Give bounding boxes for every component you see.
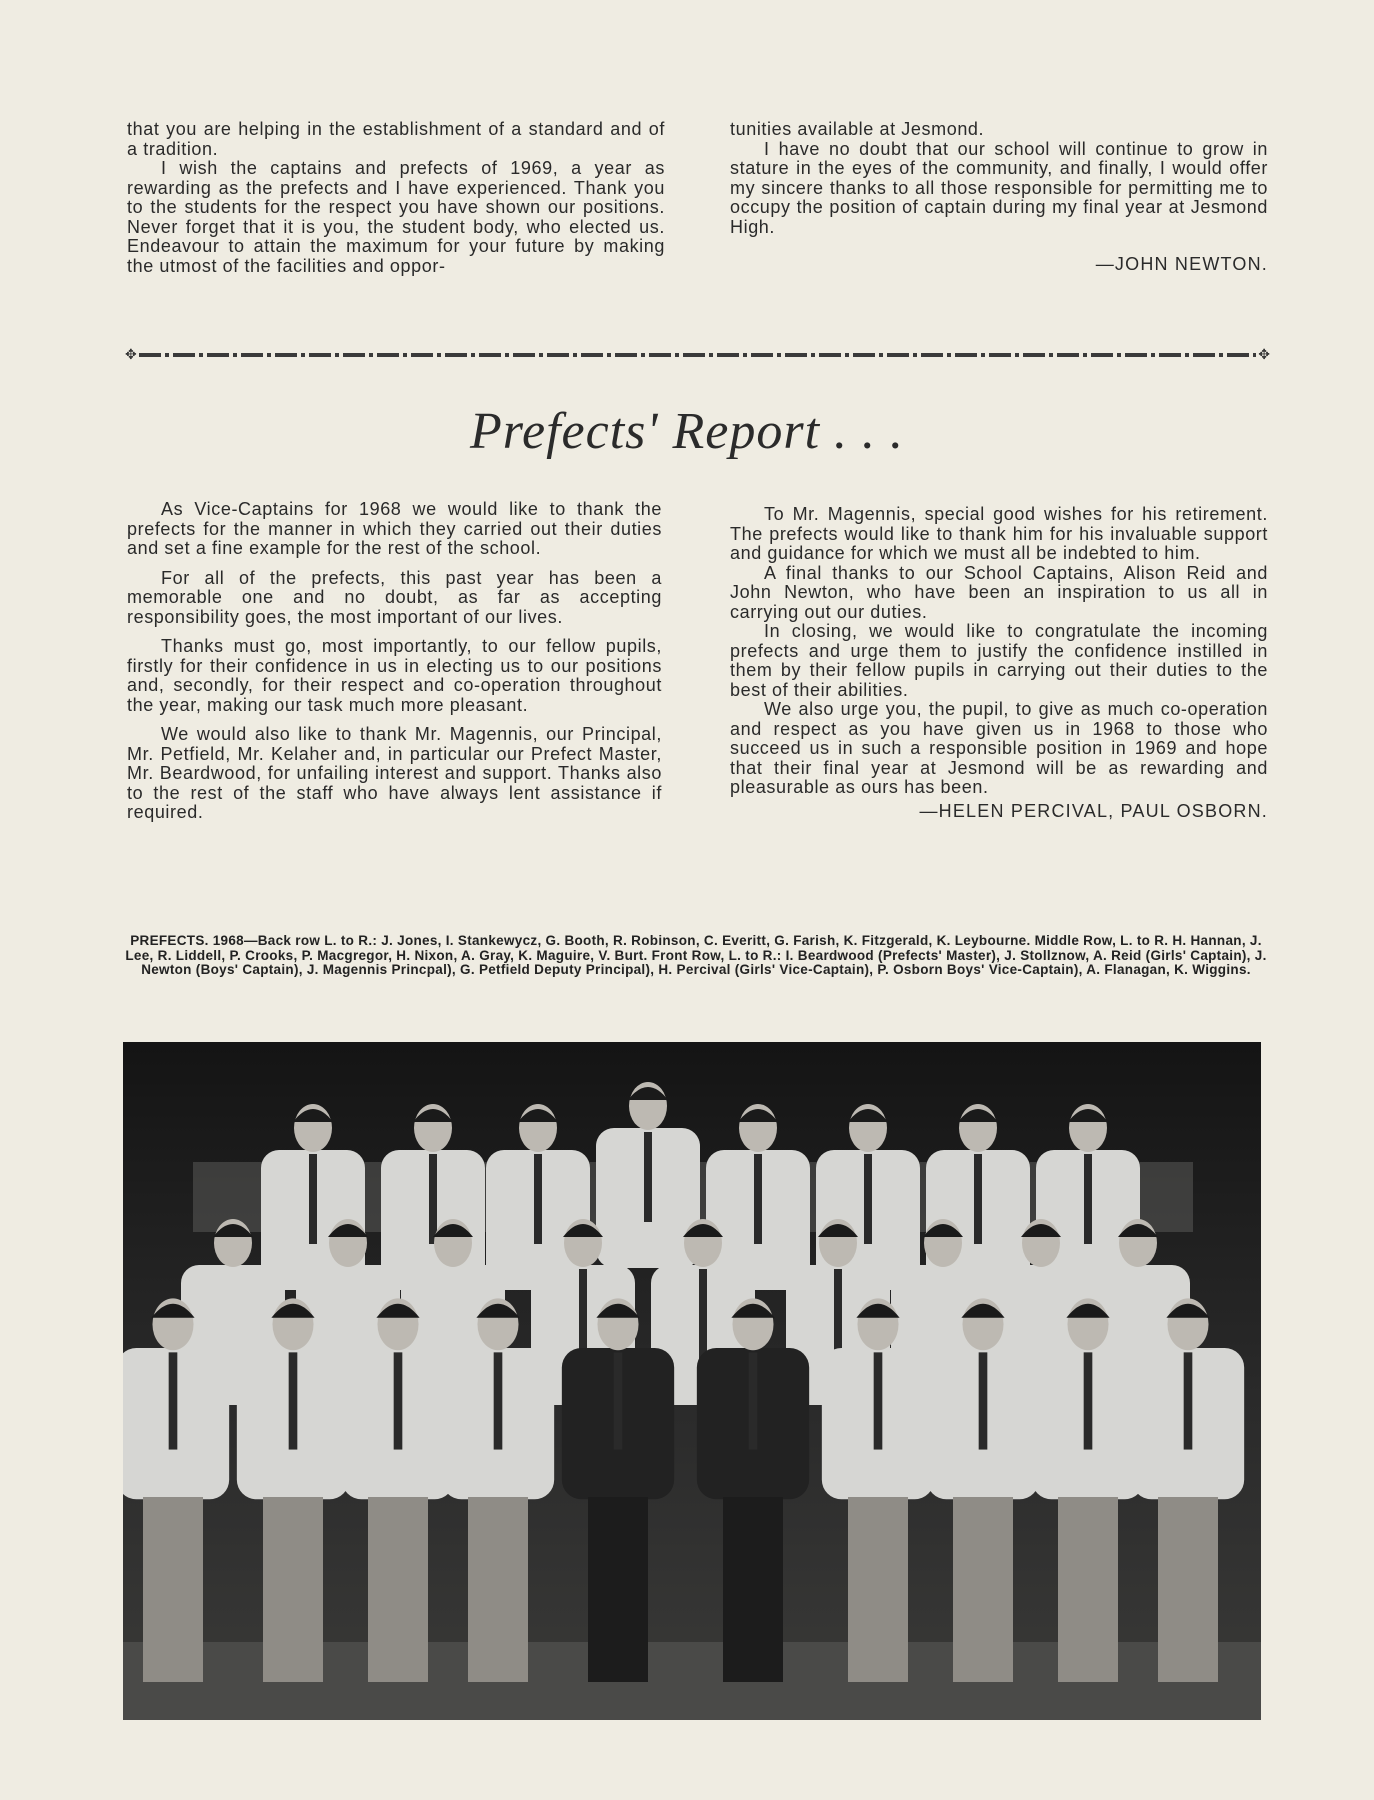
report-paragraph: In closing, we would like to congratulate the incoming prefects and urge them to justify the confidence instilled in them by their fellow pupils in carrying out their duties to the best of their abilities.: [730, 621, 1268, 700]
report-paragraph: A final thanks to our School Captains, Alison Reid and John Newton, who have been an inspiration to us all in carrying out our duties.: [730, 562, 1268, 622]
letter-paragraph: I wish the captains and prefects of 1969, a year as rewarding as the prefects and I have experienced. Thank you to the students for the respect you have shown our positions. Never forget that it is you, the student body, who elected us. Endeavour to attain the maximum for your future by making the utmost of the facilities and oppor-: [127, 158, 665, 276]
captain-letter-left-column: [127, 120, 665, 276]
front-row-legs: [848, 1497, 908, 1682]
report-paragraph: To Mr. Magennis, special good wishes for his retirement. The prefects would like to thank him for his invaluable support and guidance for which we must all be indebted to him.: [730, 504, 1268, 563]
front-row-legs: [723, 1497, 783, 1682]
captain-letter-right-column: [730, 120, 1268, 275]
photo-caption: PREFECTS. 1968—Back row L. to R.: J. Jones, I. Stankewycz, G. Booth, R. Robinson, C. Everitt, G. Farish, K. Fitzgerald, K. Leybourne. Middle Row, L. to R. H. Hannan, J. Lee, R. Liddell, P. Crooks, P. Macgregor, H. Nixon, A. Gray, K. Maguire, V. Burt. Front Row, L. to R.: I. Beardwood (Prefects' Master), J. Stollznow, A. Reid (Girls' Captain), J. Newton (Boys' Captain), J. Magennis Princpal), G. Petfield Deputy Principal), H. Percival (Girls' Vice-Captain), P. Osborn Boys' Vice-Captain), A. Flanagan, K. Wiggins.: [125, 933, 1267, 977]
report-paragraph: We would also like to thank Mr. Magennis, our Principal, Mr. Petfield, Mr. Kelaher and, in particular our Prefect Master, Mr. Beardwood, for unfailing interest and support. Thanks also to the rest of the staff who have always lent assistance if required.: [127, 724, 662, 822]
front-row-legs: [263, 1497, 323, 1682]
report-paragraph: For all of the prefects, this past year has been a memorable one and no doubt, as far as accepting responsibility goes, the most important of our lives.: [127, 567, 662, 627]
letter-paragraph: that you are helping in the establishment of a standard and of a tradition.: [127, 119, 665, 159]
front-row-legs: [468, 1497, 528, 1682]
ornament-right-icon: ✥: [1258, 346, 1270, 362]
report-left-column: [127, 500, 662, 823]
letter-paragraph: I have no doubt that our school will continue to grow in stature in the eyes of the community, and finally, I would offer my sincere thanks to all those responsible for permitting me to occupy the position of captain during my final year at Jesmond High.: [730, 138, 1268, 237]
report-title: Prefects' Report . . .: [469, 403, 905, 460]
front-row-legs: [588, 1497, 648, 1682]
report-paragraph: As Vice-Captains for 1968 we would like to thank the prefects for the manner in which they carried out their duties and set a fine example for the rest of the school.: [127, 499, 662, 558]
front-row-legs: [1058, 1497, 1118, 1682]
report-signature: —HELEN PERCIVAL, PAUL OSBORN.: [919, 800, 1268, 821]
report-paragraph: Thanks must go, most importantly, to our fellow pupils, firstly for their confidence in us in electing us to our positions and, secondly, for their respect and co-operation throughout the year, making our task much more pleasant.: [127, 636, 662, 715]
front-row-legs: [143, 1497, 203, 1682]
report-right-column: [730, 505, 1268, 821]
section-divider: [125, 346, 1270, 362]
front-row-legs: [1158, 1497, 1218, 1682]
letter-paragraph: tunities available at Jesmond.: [730, 119, 985, 139]
front-row-legs: [953, 1497, 1013, 1682]
ornament-left-icon: ✥: [125, 346, 137, 362]
report-paragraph: We also urge you, the pupil, to give as much co-operation and respect as you have given us in 1968 to those who succeed us in such a responsible position in 1969 and hope that their final year at Jesmond will be as rewarding and pleasurable as ours has been.: [730, 699, 1268, 797]
divider-line: [139, 353, 1256, 357]
group-photo: [123, 1042, 1261, 1720]
group-photo-illustration: [123, 1042, 1261, 1720]
letter-signature: —JOHN NEWTON.: [1095, 254, 1268, 274]
front-row-legs: [368, 1497, 428, 1682]
